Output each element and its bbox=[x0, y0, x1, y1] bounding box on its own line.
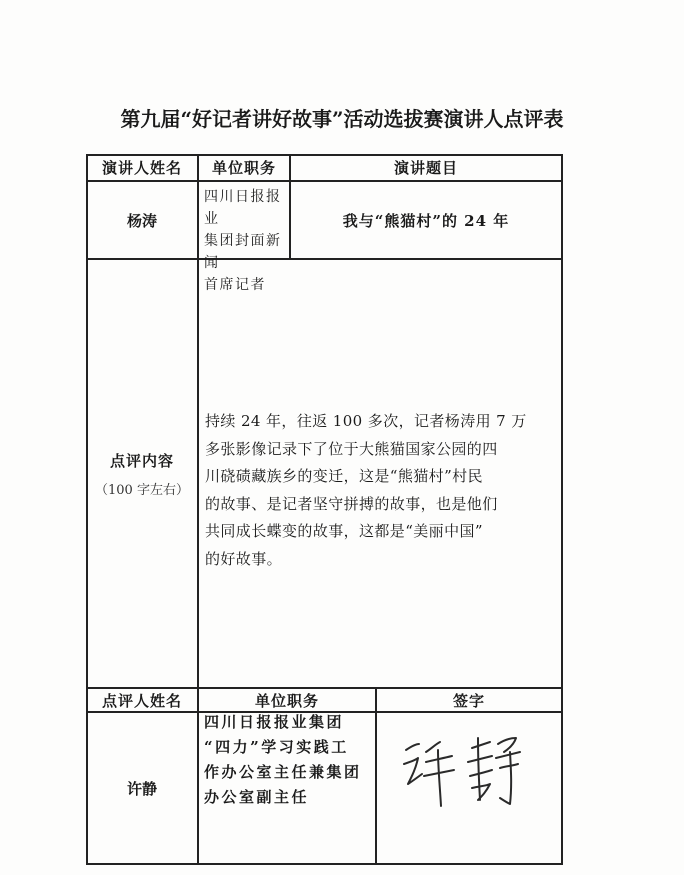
comment-line: 川硗碛藏族乡的变迁，这是“熊猫村”村民 bbox=[205, 467, 483, 485]
reviewer-name: 许静 bbox=[126, 779, 157, 798]
comment-line: 的好故事。 bbox=[205, 549, 283, 568]
speech-topic: 我与“熊猫村”的 24 年 bbox=[342, 211, 510, 230]
speaker-name-header: 演讲人姓名 bbox=[101, 159, 182, 177]
speech-topic-header: 演讲题目 bbox=[393, 159, 458, 177]
speaker-name: 杨涛 bbox=[126, 211, 157, 230]
reviewer-position-line: 办公室副主任 bbox=[204, 788, 310, 806]
reviewer-position-line: 四川日报报业集团 bbox=[204, 713, 345, 731]
form-title: 第九届“好记者讲好故事”活动选拔赛演讲人点评表 bbox=[120, 107, 564, 131]
review-table bbox=[86, 154, 563, 865]
reviewer-position-header: 单位职务 bbox=[254, 691, 319, 710]
signature-header: 签字 bbox=[452, 691, 485, 710]
comment-line: 持续 24 年，往返 100 多次，记者杨涛用 7 万 bbox=[205, 412, 527, 430]
speaker-position-line: 四川日报报业 bbox=[204, 189, 282, 227]
comment-line: 的故事、是记者坚守拼搏的故事，也是他们 bbox=[205, 494, 498, 513]
reviewer-position-line: “四力”学习实践工 bbox=[204, 738, 349, 756]
speaker-position-header: 单位职务 bbox=[211, 159, 276, 177]
table-border-right bbox=[561, 154, 563, 865]
comment-line: 多张影像记录下了位于大熊猫国家公园的四 bbox=[205, 439, 498, 458]
comment-sub-label: （100 字左右） bbox=[95, 482, 189, 498]
reviewer-position bbox=[204, 710, 376, 810]
speaker-position bbox=[204, 186, 290, 296]
comment-line: 共同成长蝶变的故事，这都是“美丽中国” bbox=[205, 522, 483, 540]
reviewer-name-header: 点评人姓名 bbox=[101, 691, 182, 710]
comment-label-cell bbox=[86, 259, 198, 688]
speaker-position-line: 集团封面新闻 bbox=[204, 233, 282, 271]
reviewer-position-line: 作办公室主任兼集团 bbox=[204, 763, 362, 781]
comment-text bbox=[205, 408, 557, 573]
handwritten-signature bbox=[386, 722, 536, 822]
speaker-position-line: 首席记者 bbox=[204, 277, 266, 293]
comment-label: 点评内容 bbox=[109, 451, 174, 470]
